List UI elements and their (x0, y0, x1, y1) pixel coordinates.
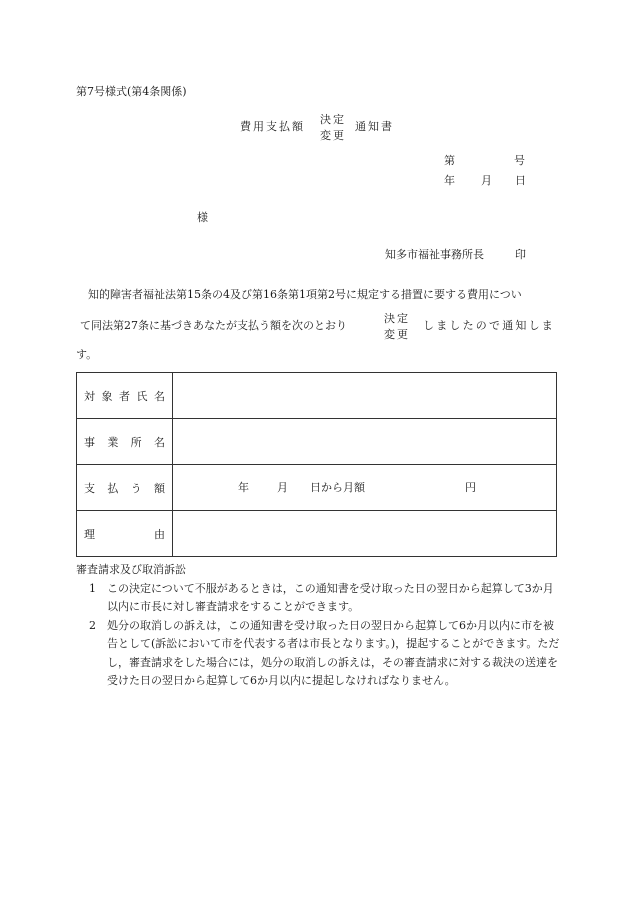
label-facility: 事 業 所 名 (77, 419, 173, 465)
date-year: 年 (444, 174, 455, 187)
body-option-stack (384, 311, 410, 343)
title-left: 費用支払額 (240, 120, 305, 133)
value-payment-amount[interactable] (173, 465, 557, 511)
title-right: 通知書 (355, 120, 394, 133)
body-line-2-right: しましたので通知しま (423, 319, 555, 332)
date-day: 日 (515, 174, 526, 187)
addressee-suffix: 様 (197, 211, 208, 224)
title-option-decision: 決定 (320, 113, 346, 126)
note-number: 1 (89, 581, 96, 595)
body-line-3: す。 (76, 348, 98, 361)
body-option-decision: 決定 (384, 312, 410, 325)
body-line-2-left: て同法第27条に基づきあなたが支払う額を次のとおり (80, 319, 347, 332)
note-text: この決定について不服があるときは，この通知書を受け取った日の翌日から起算して3か月以内に市長に対し審査請求をすることができます。 (107, 581, 554, 613)
value-facility[interactable] (173, 419, 557, 465)
payment-year: 年 (238, 481, 249, 494)
note-number: 2 (89, 618, 96, 632)
sender-name: 知多市福祉事務所長 (385, 248, 484, 261)
label-payment-amount: 支 払 う 額 (77, 465, 173, 511)
body-line-1: 知的障害者福祉法第15条の4及び第16条第1項第2号に規定する措置に要する費用につい (88, 288, 522, 301)
value-reason[interactable] (173, 511, 557, 557)
note-item (76, 580, 560, 617)
seal-mark: 印 (515, 248, 526, 261)
note-text: 処分の取消しの訴えは，この通知書を受け取った日の翌日から起算して6か月以内に市を被告として(訴訟において市を代表する者は市長となります。)，提起することができます。ただし，審査請求をした場合には，処分の取消しの訴えは，その審査請求に対する裁決の送達を受けた日の翌日から起算して6か月以内に提起しなければなりません。 (107, 618, 560, 687)
payment-from: 日から月額 (310, 481, 365, 494)
appeal-notes (76, 561, 560, 691)
table-row (77, 465, 557, 511)
info-table (76, 372, 557, 557)
title-option-change: 変更 (320, 129, 346, 142)
number-dai: 第 (444, 154, 455, 167)
number-go: 号 (514, 154, 525, 167)
label-reason: 理 由 (77, 511, 173, 557)
value-subject-name[interactable] (173, 373, 557, 419)
table-row (77, 419, 557, 465)
date-month: 月 (481, 174, 492, 187)
title-option-stack (320, 112, 346, 144)
note-item (76, 617, 560, 691)
table-row (77, 373, 557, 419)
form-number: 第7号様式(第4条関係) (76, 85, 187, 98)
body-option-change: 変更 (384, 328, 410, 341)
payment-month: 月 (277, 481, 288, 494)
notes-heading: 審査請求及び取消訴訟 (76, 563, 186, 576)
label-subject-name: 対 象 者 氏 名 (77, 373, 173, 419)
table-row (77, 511, 557, 557)
payment-yen: 円 (465, 481, 476, 494)
